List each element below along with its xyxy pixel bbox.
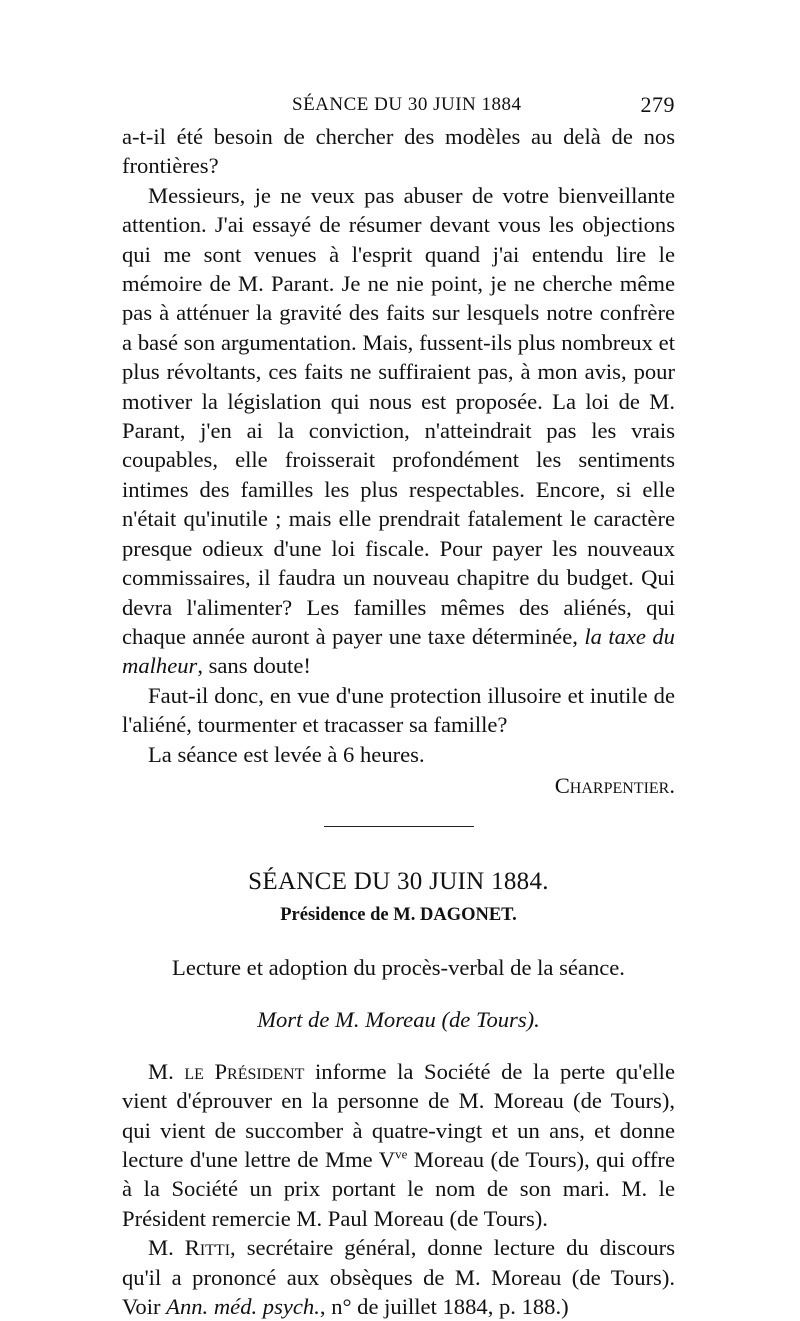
- paragraph-speech-end: , sans doute!: [197, 653, 311, 679]
- paragraph-ritti-text-a: , secrétaire général, donne lecture du discours qu'il a prononcé aux obsèques de M. Moreau (de Tours). Voir: [122, 1235, 675, 1319]
- presidency-line: Présidence de M. DAGONET.: [280, 905, 517, 926]
- paragraph-speech-text: Messieurs, je ne veux pas abuser de votre bienveillante attention. J'ai essayé de résumer devant vous les objections qui me sont venues à l'esprit quand j'ai entendu lire le mémoire de M. Parant. Je ne nie point, je ne cherche même pas à atténuer la gravité des faits sur lesquels notre confrère a basé son argumentation. Mais, fussent-ils plus nombreux et plus révoltants, ces faits ne suffiraient pas, à mon avis, pour motiver la législation qui nous est proposée. La loi de M. Parant, j'en ai la conviction, n'atteindrait pas les vrais coupables, elle froisserait profondément les sentiments intimes des familles les plus respectables. Encore, si elle n'était qu'inutile ; mais elle prendrait fatalement le caractère presque odieux d'une loi fiscale. Pour payer les nouveaux commissaires, il faudra un nouveau chapitre du budget. Qui devra l'alimenter? Les familles mêmes des aliénés, qui chaque année auront à payer une taxe déterminée,: [122, 182, 675, 649]
- paragraph-president-text-b: Moreau (de Tours), qui offre à la Société un prix portant le nom de son mari. M. le Président remercie M. Paul Moreau (de Tours).: [122, 1146, 675, 1231]
- running-title: SÉANCE DU 30 JUIN 1884: [292, 94, 522, 115]
- ritti-label: M. Ritti: [148, 1235, 231, 1261]
- paragraph-speech: [122, 181, 675, 681]
- paragraph-ritti-text-b: , n° de juillet 1884, p. 188.): [319, 1294, 569, 1319]
- running-header: [122, 88, 675, 122]
- president-label: M. le Président: [148, 1058, 305, 1084]
- paragraph-question: Faut-il donc, en vue d'une protection illusoire et inutile de l'aliéné, tourmenter et tracasser sa famille?: [122, 682, 675, 738]
- paragraph-continuation: a-t-il été besoin de chercher des modèles au delà de nos frontières?: [122, 124, 675, 179]
- paragraph-president-text-a: informe la Société de la perte qu'elle vient d'éprouver en la personne de M. Moreau (de Tours), qui vient de succomber à quatre-vingt et un ans, et donne lecture d'une lettre de Mme V: [122, 1058, 675, 1172]
- obituary-subheading: Mort de M. Moreau (de Tours).: [257, 1006, 540, 1032]
- paragraph-ritti: [122, 1233, 675, 1321]
- signature: Charpentier.: [554, 772, 675, 798]
- veuve-superscript: ve: [395, 1146, 408, 1162]
- session-title: SÉANCE DU 30 JUIN 1884.: [248, 868, 549, 896]
- page-number: 279: [640, 92, 675, 117]
- paragraph-closing: La séance est levée à 6 heures.: [148, 741, 425, 767]
- section-divider: [324, 826, 474, 827]
- minutes-line: Lecture et adoption du procès-verbal de la séance.: [172, 955, 625, 981]
- book-page: [122, 88, 675, 1321]
- paragraph-president: [122, 1057, 675, 1233]
- journal-reference: Ann. méd. psych.: [166, 1294, 320, 1319]
- paragraph-speech-italic: la taxe du malheur: [122, 623, 675, 679]
